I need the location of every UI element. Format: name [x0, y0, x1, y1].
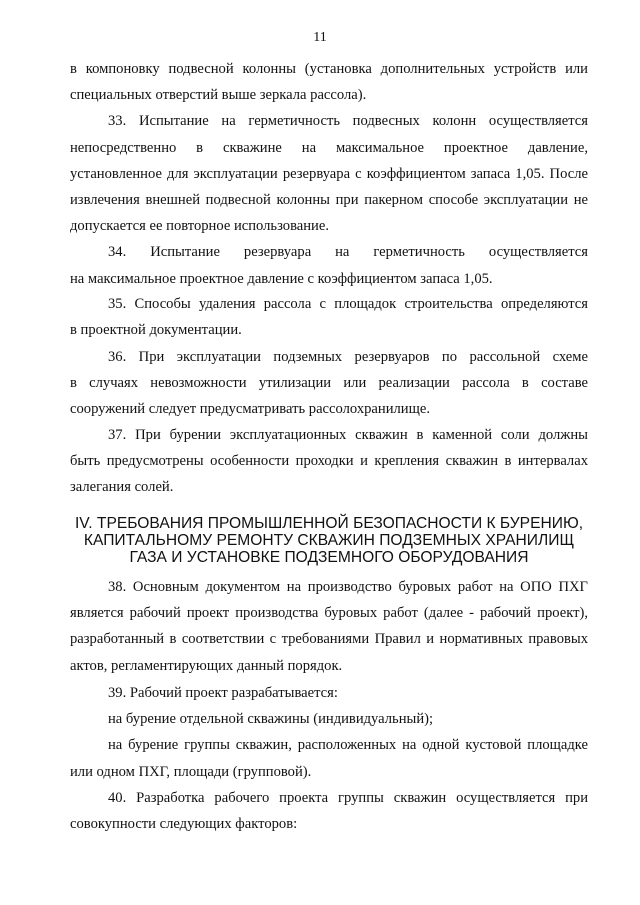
text-line: установленное для эксплуатации резервуара с коэффициентом запаса 1,05. После	[70, 166, 588, 182]
page-number: 11	[313, 30, 327, 45]
paragraph-37-line: 37. При бурении эксплуатационных скважин в каменной соли должны	[108, 427, 588, 443]
paragraph-35-line: 35. Способы удаления рассола с площадок строительства определяются	[108, 296, 588, 312]
text-line: залегания солей.	[70, 479, 174, 495]
text-line: в случаях невозможности утилизации или реализации рассола в составе	[70, 375, 588, 391]
text-line: совокупности следующих факторов:	[70, 816, 298, 832]
text-line: или одном ПХГ, площади (групповой).	[70, 764, 312, 780]
section-heading-line: КАПИТАЛЬНОМУ РЕМОНТУ СКВАЖИН ПОДЗЕМНЫХ ХРАНИЛИЩ	[83, 532, 575, 549]
paragraph-40-line: 40. Разработка рабочего проекта группы скважин осуществляется при	[108, 790, 588, 806]
list-item: на бурение отдельной скважины (индивидуальный);	[108, 711, 434, 727]
text-line: специальных отверстий выше зеркала рассола).	[70, 87, 367, 103]
section-heading-line: IV. ТРЕБОВАНИЯ ПРОМЫШЛЕННОЙ БЕЗОПАСНОСТИ К БУРЕНИЮ,	[74, 515, 584, 532]
text-line: разработанный в соответствии с требованиями Правил и нормативных правовых	[70, 631, 588, 647]
text-line: на максимальное проектное давление с коэффициентом запаса 1,05.	[70, 271, 493, 287]
text-line: сооружений следует предусматривать рассолохранилище.	[70, 401, 430, 417]
paragraph-33-line: 33. Испытание на герметичность подвесных колонн осуществляется	[108, 113, 588, 129]
list-item: на бурение группы скважин, расположенных на одной кустовой площадке	[108, 737, 588, 753]
paragraph-39-line: 39. Рабочий проект разрабатывается:	[108, 685, 338, 701]
text-line: допускается ее повторное использование.	[70, 218, 329, 234]
text-line: актов, регламентирующих данный порядок.	[70, 658, 343, 674]
section-heading-line: ГАЗА И УСТАНОВКЕ ПОДЗЕМНОГО ОБОРУДОВАНИЯ	[129, 549, 529, 566]
paragraph-38-line: 38. Основным документом на производство буровых работ на ОПО ПХГ	[108, 579, 588, 595]
text-line: в проектной документации.	[70, 322, 242, 338]
text-line: извлечения внешней подвесной колонны при пакерном способе эксплуатации не	[70, 192, 588, 208]
text-line: непосредственно в скважине на максимальное проектное давление,	[70, 140, 588, 156]
paragraph-34-line: 34. Испытание резервуара на герметичность осуществляется	[108, 244, 588, 260]
paragraph-36-line: 36. При эксплуатации подземных резервуаров по рассольной схеме	[108, 349, 588, 365]
text-line: в компоновку подвесной колонны (установка дополнительных устройств или	[70, 61, 588, 77]
text-line: быть предусмотрены особенности проходки и крепления скважин в интервалах	[70, 453, 588, 469]
text-line: является рабочий проект производства буровых работ (далее - рабочий проект),	[70, 605, 588, 621]
